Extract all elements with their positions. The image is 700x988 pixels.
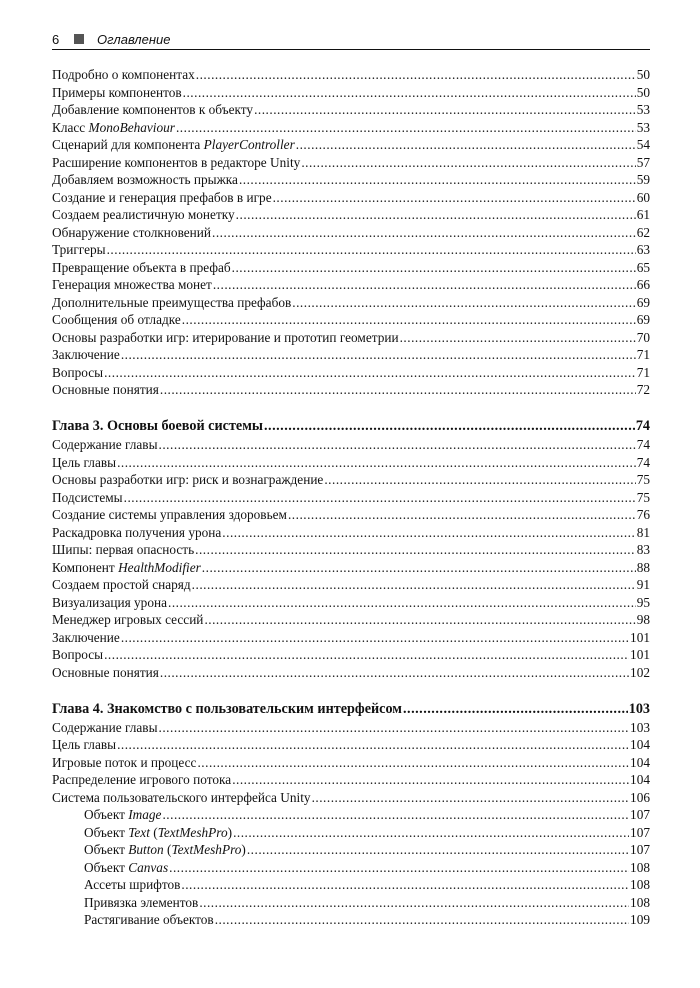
entry-page-number: 108 <box>630 894 650 910</box>
entry-title: Основные понятия <box>52 382 159 397</box>
page-number: 6 <box>52 32 60 47</box>
entry-title: Вопросы <box>52 364 104 380</box>
entry-title: Заключение <box>52 629 120 645</box>
entry-page-number: 74 <box>636 454 650 470</box>
toc-subentry[interactable] <box>52 806 650 824</box>
entry-title: Компонент HealthModifier <box>52 559 201 575</box>
entry-page-number: 50 <box>636 67 650 82</box>
toc-entry[interactable] <box>52 171 650 189</box>
dot-leader <box>292 294 635 307</box>
dot-leader <box>121 346 636 359</box>
entry-title: Триггеры <box>52 242 106 257</box>
toc-entry[interactable] <box>52 364 650 382</box>
dot-leader <box>254 101 636 114</box>
entry-title: Основные понятия <box>52 664 159 680</box>
entry-page-number: 107 <box>630 807 650 822</box>
entry-page-number: 72 <box>636 382 650 397</box>
entry-page-number: 53 <box>636 102 650 117</box>
entry-page-number: 107 <box>630 842 650 857</box>
entry-title: Добавляем возможность прыжка <box>52 172 238 187</box>
entry-title: Добавление компонентов к объекту <box>52 102 254 117</box>
entry-title: Визуализация урона <box>52 594 167 610</box>
entry-page-number: 61 <box>636 207 650 222</box>
entry-page-number: 59 <box>636 172 650 187</box>
toc-entry[interactable] <box>52 789 650 807</box>
entry-page-number: 107 <box>630 824 650 840</box>
running-title: Оглавление <box>97 32 171 47</box>
entry-title: Основы разработки игр: риск и вознаграждение <box>52 472 324 487</box>
entry-title: Объект Text (TextMeshPro) <box>84 824 233 840</box>
dot-leader <box>169 859 629 872</box>
entry-page-number: 71 <box>636 347 650 362</box>
entry-page-number: 69 <box>636 294 650 310</box>
toc-entry[interactable] <box>52 576 650 594</box>
toc-entry[interactable] <box>52 524 650 542</box>
entry-title: Создаем реалистичную монетку <box>52 207 235 222</box>
dot-leader <box>104 364 636 377</box>
entry-title: Примеры компонентов <box>52 84 182 100</box>
entry-page-number: 88 <box>636 559 650 575</box>
entry-title: Сообщения об отладке <box>52 312 181 327</box>
toc-entry[interactable] <box>52 541 650 559</box>
entry-title: Подсистемы <box>52 489 123 505</box>
entry-page-number: 108 <box>630 859 650 875</box>
dot-leader <box>202 559 636 572</box>
entry-page-number: 108 <box>630 877 650 892</box>
toc-entry[interactable] <box>52 381 650 399</box>
entry-title: Создаем простой снаряд <box>52 577 191 592</box>
entry-page-number: 57 <box>636 154 650 170</box>
entry-title: Дополнительные преимущества префабов <box>52 294 292 310</box>
dot-leader <box>239 171 636 184</box>
dot-leader <box>176 119 636 132</box>
toc-entry[interactable] <box>52 754 650 772</box>
entry-title: Объект Image <box>84 807 162 822</box>
entry-title: Создание системы управления здоровьем <box>52 507 287 522</box>
entry-title: Объект Canvas <box>84 859 169 875</box>
dot-leader <box>182 311 636 324</box>
entry-title: Сценарий для компонента PlayerController <box>52 137 295 152</box>
dot-leader <box>121 629 629 642</box>
entry-title: Обнаружение столкновений <box>52 224 212 240</box>
dot-leader <box>162 806 629 819</box>
entry-title: Содержание главы <box>52 719 158 735</box>
entry-title: Объект Button (TextMeshPro) <box>84 842 246 857</box>
dot-leader <box>117 736 629 749</box>
entry-page-number: 50 <box>636 84 650 100</box>
entry-page-number: 101 <box>630 629 650 645</box>
toc-entry[interactable] <box>52 506 650 524</box>
entry-title: Привязка элементов <box>84 894 199 910</box>
dot-leader <box>312 789 629 802</box>
entry-page-number: 98 <box>636 612 650 627</box>
entry-title: Раскадровка получения урона <box>52 524 222 540</box>
toc-subentry[interactable] <box>52 824 650 842</box>
toc-entry[interactable] <box>52 241 650 259</box>
entry-page-number: 62 <box>636 224 650 240</box>
dot-leader <box>212 224 636 237</box>
entry-title: Расширение компонентов в редакторе Unity <box>52 154 301 170</box>
toc-entry[interactable] <box>52 189 650 207</box>
dot-leader <box>197 754 629 767</box>
entry-page-number: 63 <box>636 242 650 257</box>
entry-page-number: 102 <box>630 664 650 680</box>
dot-leader <box>233 824 629 837</box>
toc-entry[interactable] <box>52 771 650 789</box>
dot-leader <box>117 454 636 467</box>
toc-entry[interactable] <box>52 471 650 489</box>
entry-title: Основы разработки игр: итерирование и прототип геометрии <box>52 329 399 345</box>
entry-page-number: 91 <box>636 577 650 592</box>
toc-entry[interactable] <box>52 489 650 507</box>
dot-leader <box>264 416 635 430</box>
toc-subentry[interactable] <box>52 841 650 859</box>
dot-leader <box>301 154 635 167</box>
dot-leader <box>222 524 635 537</box>
entry-title: Цель главы <box>52 737 117 752</box>
dot-leader <box>236 206 636 219</box>
entry-page-number: 103 <box>628 700 650 717</box>
entry-page-number: 74 <box>636 437 650 452</box>
toc-entry[interactable] <box>52 646 650 664</box>
dot-leader <box>288 506 636 519</box>
dot-leader <box>159 436 636 449</box>
dot-leader <box>232 771 629 784</box>
entry-title: Шипы: первая опасность <box>52 542 195 557</box>
dot-leader <box>183 84 636 97</box>
entry-page-number: 75 <box>636 472 650 487</box>
toc-entry[interactable] <box>52 259 650 277</box>
entry-page-number: 74 <box>635 418 650 434</box>
entry-page-number: 60 <box>636 189 650 205</box>
entry-title: Создание и генерация префабов в игре <box>52 189 272 205</box>
entry-page-number: 75 <box>636 489 650 505</box>
entry-page-number: 104 <box>630 754 650 770</box>
entry-title: Превращение объекта в префаб <box>52 259 231 275</box>
toc-entry[interactable] <box>52 154 650 172</box>
entry-page-number: 104 <box>630 772 650 787</box>
toc-entry[interactable] <box>52 84 650 102</box>
entry-title: Генерация множества монет <box>52 277 212 292</box>
dot-leader <box>273 189 636 202</box>
toc-subentry[interactable] <box>52 876 650 894</box>
entry-title: Содержание главы <box>52 437 158 452</box>
entry-title: Подробно о компонентах <box>52 67 195 82</box>
entry-page-number: 71 <box>636 364 650 380</box>
header-square-icon <box>74 34 84 44</box>
dot-leader <box>247 841 629 854</box>
entry-title: Цель главы <box>52 454 117 470</box>
entry-title: Менеджер игровых сессий <box>52 612 204 627</box>
page-header <box>52 29 650 50</box>
dot-leader <box>168 594 636 607</box>
dot-leader <box>181 876 629 889</box>
entry-title: Игровые поток и процесс <box>52 754 197 770</box>
toc-entry[interactable] <box>52 329 650 347</box>
entry-page-number: 104 <box>630 737 650 752</box>
entry-title: Распределение игрового потока <box>52 772 232 787</box>
dot-leader <box>196 66 636 79</box>
dot-leader <box>199 894 629 907</box>
entry-page-number: 69 <box>636 312 650 327</box>
dot-leader <box>213 276 636 289</box>
toc-entry[interactable] <box>52 611 650 629</box>
toc-subentry[interactable] <box>52 911 650 929</box>
toc-entry[interactable] <box>52 311 650 329</box>
dot-leader <box>104 646 629 659</box>
dot-leader <box>400 329 636 342</box>
entry-page-number: 109 <box>630 912 650 927</box>
entry-page-number: 54 <box>636 137 650 152</box>
toc-entry[interactable] <box>52 294 650 312</box>
chapter-heading[interactable] <box>52 699 650 719</box>
dot-leader <box>107 241 636 254</box>
dot-leader <box>403 699 628 713</box>
entry-page-number: 106 <box>630 789 650 805</box>
toc-entry[interactable] <box>52 559 650 577</box>
toc-entry[interactable] <box>52 664 650 682</box>
toc-entry[interactable] <box>52 66 650 84</box>
entry-page-number: 53 <box>636 119 650 135</box>
toc-entry[interactable] <box>52 629 650 647</box>
dot-leader <box>160 664 629 677</box>
dot-leader <box>296 136 636 149</box>
dot-leader <box>204 611 635 624</box>
toc-entry[interactable] <box>52 436 650 454</box>
entry-page-number: 83 <box>636 542 650 557</box>
dot-leader <box>324 471 635 484</box>
entry-title: Растягивание объектов <box>84 912 214 927</box>
dot-leader <box>195 541 636 554</box>
entry-title: Ассеты шрифтов <box>84 877 181 892</box>
entry-title: Заключение <box>52 347 120 362</box>
entry-title: Класс MonoBehaviour <box>52 119 175 135</box>
entry-page-number: 76 <box>636 507 650 522</box>
toc-entry[interactable] <box>52 136 650 154</box>
toc-entry[interactable] <box>52 719 650 737</box>
entry-page-number: 101 <box>630 647 650 662</box>
dot-leader <box>215 911 629 924</box>
chapter-heading[interactable] <box>52 416 650 436</box>
entry-page-number: 103 <box>630 719 650 735</box>
entry-title: Глава 4. Знакомство с пользовательским интерфейсом <box>52 700 402 717</box>
toc-subentry[interactable] <box>52 859 650 877</box>
toc-entry[interactable] <box>52 276 650 294</box>
dot-leader <box>124 489 636 502</box>
toc-entry[interactable] <box>52 101 650 119</box>
entry-page-number: 66 <box>636 277 650 292</box>
entry-page-number: 70 <box>636 329 650 345</box>
toc-entry[interactable] <box>52 346 650 364</box>
entry-title: Вопросы <box>52 647 104 662</box>
entry-page-number: 81 <box>636 524 650 540</box>
toc-subentry[interactable] <box>52 894 650 912</box>
toc-entry[interactable] <box>52 454 650 472</box>
dot-leader <box>192 576 636 589</box>
toc-entry[interactable] <box>52 736 650 754</box>
toc-entry[interactable] <box>52 206 650 224</box>
toc-entry[interactable] <box>52 594 650 612</box>
entry-title: Система пользовательского интерфейса Unity <box>52 789 311 805</box>
dot-leader <box>160 381 636 394</box>
toc-entry[interactable] <box>52 119 650 137</box>
toc-entry[interactable] <box>52 224 650 242</box>
entry-page-number: 95 <box>636 594 650 610</box>
entry-title: Глава 3. Основы боевой системы <box>52 418 263 434</box>
dot-leader <box>232 259 636 272</box>
table-of-contents <box>52 66 650 929</box>
entry-page-number: 65 <box>636 259 650 275</box>
dot-leader <box>159 719 630 732</box>
